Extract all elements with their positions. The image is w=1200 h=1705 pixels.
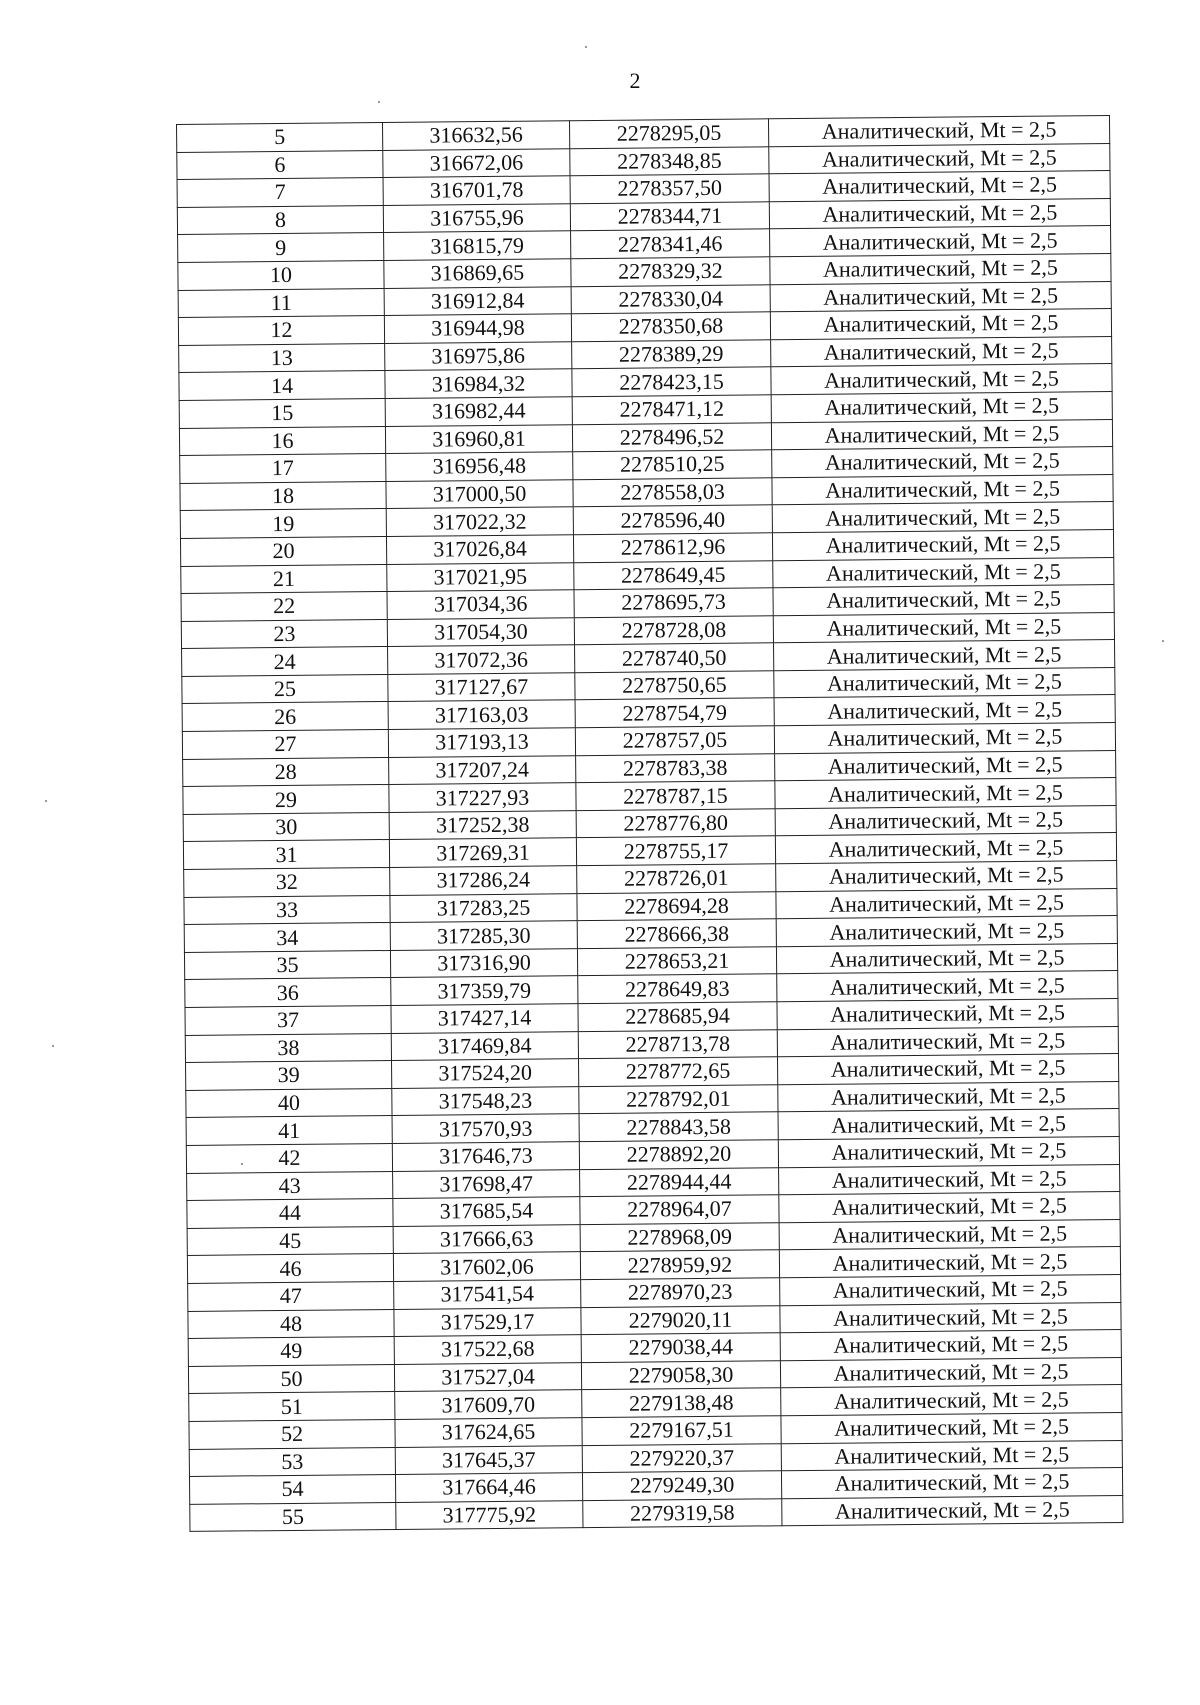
scan-speck — [45, 800, 47, 802]
x-coordinate-cell: 317427,14 — [391, 1004, 578, 1033]
method-cell: Аналитический, Mt = 2,5 — [779, 1219, 1120, 1250]
y-coordinate-cell: 2278944,44 — [580, 1167, 779, 1197]
point-number-cell: 51 — [189, 1392, 395, 1422]
method-cell: Аналитический, Mt = 2,5 — [771, 419, 1112, 450]
point-number-cell: 55 — [190, 1502, 396, 1532]
x-coordinate-cell: 316984,32 — [385, 369, 572, 398]
y-coordinate-cell: 2278728,08 — [574, 615, 773, 645]
coordinates-table — [176, 115, 1123, 1532]
x-coordinate-cell: 317646,73 — [392, 1142, 579, 1171]
point-number-cell: 40 — [186, 1088, 392, 1118]
method-cell: Аналитический, Mt = 2,5 — [780, 1274, 1121, 1305]
point-number-cell: 43 — [187, 1171, 393, 1201]
y-coordinate-cell: 2278754,79 — [575, 698, 774, 728]
x-coordinate-cell: 317570,93 — [392, 1114, 579, 1143]
y-coordinate-cell: 2278787,15 — [576, 781, 775, 811]
y-coordinate-cell: 2278783,38 — [576, 753, 775, 783]
point-number-cell: 22 — [181, 592, 387, 622]
y-coordinate-cell: 2278740,50 — [575, 643, 774, 673]
method-cell: Аналитический, Mt = 2,5 — [779, 1164, 1120, 1195]
y-coordinate-cell: 2278792,01 — [579, 1085, 778, 1115]
y-coordinate-cell: 2278653,21 — [577, 947, 776, 977]
method-cell: Аналитический, Mt = 2,5 — [775, 833, 1116, 864]
point-number-cell: 35 — [184, 950, 390, 980]
method-cell: Аналитический, Mt = 2,5 — [781, 1468, 1122, 1499]
point-number-cell: 25 — [182, 674, 388, 704]
x-coordinate-cell: 317359,79 — [391, 976, 578, 1005]
y-coordinate-cell: 2278510,25 — [573, 450, 772, 480]
y-coordinate-cell: 2278843,58 — [579, 1112, 778, 1142]
method-cell: Аналитический, Mt = 2,5 — [773, 557, 1114, 588]
method-cell: Аналитический, Mt = 2,5 — [775, 778, 1116, 809]
point-number-cell: 12 — [178, 316, 384, 346]
x-coordinate-cell: 317664,46 — [395, 1473, 582, 1502]
point-number-cell: 52 — [189, 1419, 395, 1449]
y-coordinate-cell: 2279167,51 — [582, 1416, 781, 1446]
method-cell: Аналитический, Mt = 2,5 — [777, 998, 1118, 1029]
x-coordinate-cell: 316975,86 — [385, 341, 572, 370]
y-coordinate-cell: 2278558,03 — [573, 478, 772, 508]
scan-speck — [52, 1045, 54, 1047]
point-number-cell: 37 — [185, 1005, 391, 1035]
x-coordinate-cell: 317022,32 — [386, 507, 573, 536]
method-cell: Аналитический, Mt = 2,5 — [781, 1440, 1122, 1471]
method-cell: Аналитический, Mt = 2,5 — [770, 281, 1111, 312]
x-coordinate-cell: 317054,30 — [387, 617, 574, 646]
method-cell: Аналитический, Mt = 2,5 — [770, 309, 1111, 340]
method-cell: Аналитический, Mt = 2,5 — [771, 364, 1112, 395]
x-coordinate-cell: 317548,23 — [392, 1086, 579, 1115]
point-number-cell: 19 — [180, 509, 386, 539]
scan-speck — [241, 1163, 243, 1165]
x-coordinate-cell: 317469,84 — [391, 1031, 578, 1060]
y-coordinate-cell: 2278776,80 — [576, 809, 775, 839]
method-cell: Аналитический, Mt = 2,5 — [778, 1136, 1119, 1167]
method-cell: Аналитический, Mt = 2,5 — [771, 391, 1112, 422]
method-cell: Аналитический, Mt = 2,5 — [770, 254, 1111, 285]
y-coordinate-cell: 2278750,65 — [575, 671, 774, 701]
scan-speck — [585, 46, 587, 48]
x-coordinate-cell: 316869,65 — [384, 259, 571, 288]
y-coordinate-cell: 2278496,52 — [572, 422, 771, 452]
x-coordinate-cell: 317524,20 — [392, 1059, 579, 1088]
y-coordinate-cell: 2278350,68 — [571, 312, 770, 342]
x-coordinate-cell: 317685,54 — [393, 1197, 580, 1226]
x-coordinate-cell: 317698,47 — [393, 1169, 580, 1198]
y-coordinate-cell: 2278757,05 — [575, 726, 774, 756]
x-coordinate-cell: 317609,70 — [395, 1390, 582, 1419]
x-coordinate-cell: 317026,84 — [386, 535, 573, 564]
method-cell: Аналитический, Mt = 2,5 — [769, 143, 1110, 174]
method-cell: Аналитический, Mt = 2,5 — [776, 916, 1117, 947]
y-coordinate-cell: 2279220,37 — [582, 1443, 781, 1473]
method-cell: Аналитический, Mt = 2,5 — [769, 198, 1110, 229]
point-number-cell: 54 — [189, 1475, 395, 1505]
x-coordinate-cell: 317269,31 — [389, 838, 576, 867]
method-cell: Аналитический, Mt = 2,5 — [773, 612, 1114, 643]
method-cell: Аналитический, Mt = 2,5 — [772, 447, 1113, 478]
x-coordinate-cell: 317645,37 — [395, 1445, 582, 1474]
method-cell: Аналитический, Mt = 2,5 — [774, 667, 1115, 698]
point-number-cell: 34 — [184, 923, 390, 953]
point-number-cell: 14 — [179, 371, 385, 401]
y-coordinate-cell: 2278596,40 — [573, 505, 772, 535]
y-coordinate-cell: 2278329,32 — [571, 257, 770, 287]
x-coordinate-cell: 317529,17 — [394, 1307, 581, 1336]
point-number-cell: 24 — [182, 647, 388, 677]
point-number-cell: 42 — [186, 1143, 392, 1173]
point-number-cell: 27 — [182, 730, 388, 760]
point-number-cell: 49 — [188, 1337, 394, 1367]
x-coordinate-cell: 317227,93 — [389, 783, 576, 812]
point-number-cell: 7 — [177, 178, 383, 208]
y-coordinate-cell: 2279038,44 — [581, 1333, 780, 1363]
method-cell: Аналитический, Mt = 2,5 — [780, 1330, 1121, 1361]
x-coordinate-cell: 317286,24 — [390, 866, 577, 895]
y-coordinate-cell: 2278348,85 — [570, 146, 769, 176]
x-coordinate-cell: 316815,79 — [384, 231, 571, 260]
method-cell: Аналитический, Mt = 2,5 — [781, 1412, 1122, 1443]
point-number-cell: 5 — [177, 123, 383, 153]
point-number-cell: 28 — [183, 757, 389, 787]
point-number-cell: 53 — [189, 1447, 395, 1477]
point-number-cell: 39 — [186, 1061, 392, 1091]
point-number-cell: 10 — [178, 260, 384, 290]
method-cell: Аналитический, Mt = 2,5 — [772, 529, 1113, 560]
point-number-cell: 33 — [184, 895, 390, 925]
x-coordinate-cell: 316672,06 — [383, 148, 570, 177]
method-cell: Аналитический, Mt = 2,5 — [774, 723, 1115, 754]
point-number-cell: 29 — [183, 785, 389, 815]
y-coordinate-cell: 2278341,46 — [571, 229, 770, 259]
point-number-cell: 41 — [186, 1116, 392, 1146]
x-coordinate-cell: 316632,56 — [382, 121, 569, 150]
point-number-cell: 36 — [185, 978, 391, 1008]
method-cell: Аналитический, Mt = 2,5 — [775, 805, 1116, 836]
y-coordinate-cell: 2278423,15 — [572, 367, 771, 397]
x-coordinate-cell: 317163,03 — [388, 700, 575, 729]
point-number-cell: 20 — [180, 536, 386, 566]
x-coordinate-cell: 317527,04 — [394, 1362, 581, 1391]
x-coordinate-cell: 317285,30 — [390, 921, 577, 950]
method-cell: Аналитический, Mt = 2,5 — [770, 226, 1111, 257]
x-coordinate-cell: 317775,92 — [396, 1500, 583, 1529]
point-number-cell: 31 — [183, 840, 389, 870]
y-coordinate-cell: 2279319,58 — [583, 1498, 782, 1528]
point-number-cell: 30 — [183, 812, 389, 842]
y-coordinate-cell: 2278344,71 — [570, 202, 769, 232]
y-coordinate-cell: 2278471,12 — [572, 395, 771, 425]
y-coordinate-cell: 2278389,29 — [572, 340, 771, 370]
scan-speck — [378, 101, 380, 103]
y-coordinate-cell: 2278295,05 — [569, 119, 768, 149]
point-number-cell: 21 — [181, 564, 387, 594]
method-cell: Аналитический, Mt = 2,5 — [779, 1247, 1120, 1278]
x-coordinate-cell: 317207,24 — [389, 755, 576, 784]
point-number-cell: 44 — [187, 1199, 393, 1229]
y-coordinate-cell: 2278970,23 — [581, 1278, 780, 1308]
point-number-cell: 6 — [177, 150, 383, 180]
point-number-cell: 23 — [181, 619, 387, 649]
x-coordinate-cell: 316982,44 — [385, 397, 572, 426]
method-cell: Аналитический, Mt = 2,5 — [771, 336, 1112, 367]
method-cell: Аналитический, Mt = 2,5 — [776, 943, 1117, 974]
y-coordinate-cell: 2278755,17 — [576, 836, 775, 866]
method-cell: Аналитический, Mt = 2,5 — [768, 116, 1109, 147]
method-cell: Аналитический, Mt = 2,5 — [777, 1054, 1118, 1085]
x-coordinate-cell: 317252,38 — [389, 811, 576, 840]
x-coordinate-cell: 317021,95 — [387, 562, 574, 591]
method-cell: Аналитический, Mt = 2,5 — [780, 1302, 1121, 1333]
page-number: 2 — [629, 68, 641, 93]
y-coordinate-cell: 2278695,73 — [574, 588, 773, 618]
y-coordinate-cell: 2278726,01 — [577, 864, 776, 894]
method-cell: Аналитический, Mt = 2,5 — [776, 888, 1117, 919]
x-coordinate-cell: 316956,48 — [386, 452, 573, 481]
point-number-cell: 48 — [188, 1309, 394, 1339]
method-cell: Аналитический, Mt = 2,5 — [778, 1109, 1119, 1140]
x-coordinate-cell: 316912,84 — [384, 286, 571, 315]
x-coordinate-cell: 317283,25 — [390, 893, 577, 922]
point-number-cell: 50 — [188, 1364, 394, 1394]
y-coordinate-cell: 2278685,94 — [578, 1002, 777, 1032]
y-coordinate-cell: 2278964,07 — [580, 1195, 779, 1225]
point-number-cell: 15 — [179, 398, 385, 428]
method-cell: Аналитический, Mt = 2,5 — [774, 695, 1115, 726]
method-cell: Аналитический, Mt = 2,5 — [772, 474, 1113, 505]
method-cell: Аналитический, Mt = 2,5 — [781, 1385, 1122, 1416]
point-number-cell: 18 — [180, 481, 386, 511]
x-coordinate-cell: 316701,78 — [383, 176, 570, 205]
x-coordinate-cell: 317127,67 — [388, 673, 575, 702]
x-coordinate-cell: 317316,90 — [390, 948, 577, 977]
method-cell: Аналитический, Mt = 2,5 — [769, 171, 1110, 202]
y-coordinate-cell: 2278713,78 — [578, 1029, 777, 1059]
x-coordinate-cell: 317602,06 — [393, 1252, 580, 1281]
method-cell: Аналитический, Mt = 2,5 — [775, 750, 1116, 781]
point-number-cell: 32 — [184, 868, 390, 898]
x-coordinate-cell: 317000,50 — [386, 479, 573, 508]
method-cell: Аналитический, Mt = 2,5 — [778, 1081, 1119, 1112]
x-coordinate-cell: 316944,98 — [384, 314, 571, 343]
x-coordinate-cell: 317541,54 — [394, 1280, 581, 1309]
x-coordinate-cell: 316755,96 — [383, 204, 570, 233]
y-coordinate-cell: 2279020,11 — [581, 1305, 780, 1335]
y-coordinate-cell: 2278772,65 — [578, 1057, 777, 1087]
y-coordinate-cell: 2278968,09 — [580, 1223, 779, 1253]
point-number-cell: 16 — [179, 426, 385, 456]
y-coordinate-cell: 2278330,04 — [571, 284, 770, 314]
x-coordinate-cell: 317193,13 — [388, 728, 575, 757]
point-number-cell: 8 — [177, 205, 383, 235]
y-coordinate-cell: 2279138,48 — [582, 1388, 781, 1418]
method-cell: Аналитический, Mt = 2,5 — [779, 1192, 1120, 1223]
x-coordinate-cell: 317072,36 — [388, 645, 575, 674]
y-coordinate-cell: 2279249,30 — [582, 1471, 781, 1501]
y-coordinate-cell: 2278959,92 — [580, 1250, 779, 1280]
y-coordinate-cell: 2278649,83 — [578, 974, 777, 1004]
method-cell: Аналитический, Mt = 2,5 — [772, 502, 1113, 533]
method-cell: Аналитический, Mt = 2,5 — [776, 861, 1117, 892]
x-coordinate-cell: 317624,65 — [395, 1418, 582, 1447]
point-number-cell: 13 — [179, 343, 385, 373]
coordinates-table-body — [177, 116, 1123, 1532]
y-coordinate-cell: 2278612,96 — [573, 533, 772, 563]
x-coordinate-cell: 317522,68 — [394, 1335, 581, 1364]
point-number-cell: 26 — [182, 702, 388, 732]
y-coordinate-cell: 2278649,45 — [574, 560, 773, 590]
point-number-cell: 46 — [187, 1254, 393, 1284]
method-cell: Аналитический, Mt = 2,5 — [774, 640, 1115, 671]
point-number-cell: 38 — [185, 1033, 391, 1063]
y-coordinate-cell: 2278892,20 — [579, 1140, 778, 1170]
method-cell: Аналитический, Mt = 2,5 — [777, 971, 1118, 1002]
point-number-cell: 11 — [178, 288, 384, 318]
point-number-cell: 9 — [178, 233, 384, 263]
point-number-cell: 47 — [188, 1281, 394, 1311]
scan-speck — [1162, 640, 1164, 642]
point-number-cell: 17 — [180, 454, 386, 484]
y-coordinate-cell: 2278666,38 — [577, 919, 776, 949]
x-coordinate-cell: 317034,36 — [387, 590, 574, 619]
x-coordinate-cell: 317666,63 — [393, 1224, 580, 1253]
method-cell: Аналитический, Mt = 2,5 — [782, 1495, 1123, 1526]
method-cell: Аналитический, Mt = 2,5 — [773, 585, 1114, 616]
y-coordinate-cell: 2279058,30 — [581, 1360, 780, 1390]
method-cell: Аналитический, Mt = 2,5 — [777, 1026, 1118, 1057]
y-coordinate-cell: 2278357,50 — [570, 174, 769, 204]
y-coordinate-cell: 2278694,28 — [577, 891, 776, 921]
method-cell: Аналитический, Mt = 2,5 — [780, 1357, 1121, 1388]
x-coordinate-cell: 316960,81 — [385, 424, 572, 453]
point-number-cell: 45 — [187, 1226, 393, 1256]
